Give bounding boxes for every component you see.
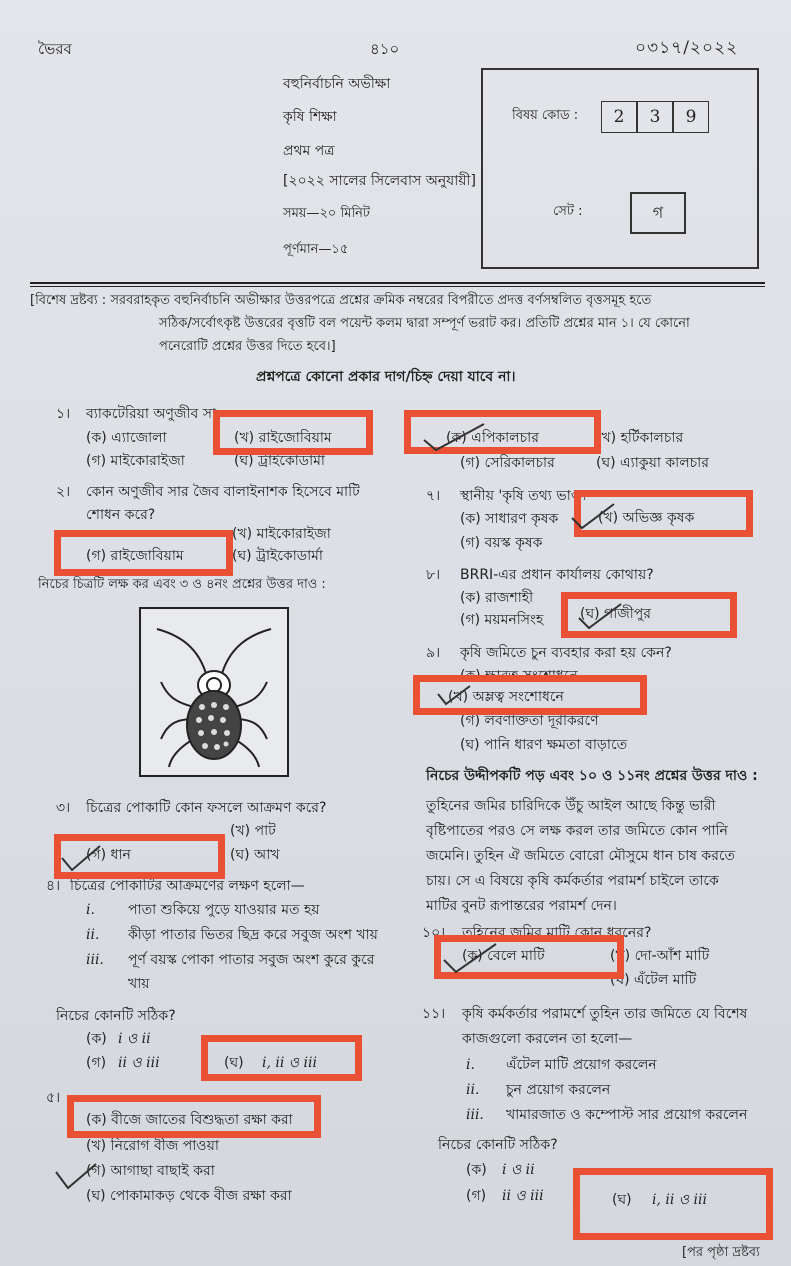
q11-statement-1-numeral: i. bbox=[466, 1057, 475, 1073]
q4-option-a-label: (ক) bbox=[86, 1031, 107, 1047]
q6-option-a: (ক) এপিকালচার bbox=[446, 430, 539, 446]
answer-highlight-q11 bbox=[573, 1168, 773, 1240]
q11-option-d-label: (ঘ) bbox=[612, 1192, 632, 1208]
syllabus-note: [২০২২ সালের সিলেবাস অনুযায়ী] bbox=[283, 173, 477, 189]
stimulus-line: জমেনি। তুহিন ঐ জমিতে বোরো মৌসুমে ধান চাষ করতে bbox=[426, 848, 736, 864]
q4-which-correct: নিচের কোনটি সঠিক? bbox=[56, 1008, 176, 1024]
q4-option-d-label: (ঘ) bbox=[224, 1055, 244, 1071]
q4-statement-3: পূর্ণ বয়স্ক পোকা পাতার সবুজ অংশ কুরে কুরে bbox=[128, 952, 375, 968]
q4-statement-1: পাতা শুকিয়ে পুড়ে যাওয়ার মত হয় bbox=[128, 902, 320, 918]
q11-statement-3: খামারজাত ও কম্পোস্ট সার প্রয়োগ করলেন bbox=[506, 1107, 748, 1123]
stimulus-line: তুহিনের জমির চারিদিকে উঁচু আইল আছে কিন্তু ভারী bbox=[426, 798, 716, 814]
q11-stem-1: কৃষি কর্মকর্তার পরামর্শে তুহিন তার জমিতে যে বিশেষ bbox=[462, 1006, 748, 1022]
figure-instruction: নিচের চিত্রটি লক্ষ কর এবং ৩ ও ৪নং প্রশ্নের উত্তর দাও : bbox=[38, 577, 326, 592]
q2-option-b: (খ) মাইকোরাইজা bbox=[232, 526, 331, 542]
q8-option-c: (গ) ময়মনসিংহ bbox=[460, 612, 544, 628]
q7-option-b: (খ) অভিজ্ঞ কৃষক bbox=[598, 510, 695, 526]
q8-option-a: (ক) রাজশাহী bbox=[460, 590, 534, 606]
q1-stem: ব্যাকটেরিয়া অণুজীব সা bbox=[86, 406, 217, 422]
q1-number: ১। bbox=[56, 406, 71, 422]
check-mark-icon bbox=[575, 600, 625, 632]
subject-name: কৃষি শিক্ষা bbox=[283, 109, 337, 125]
q9-option-c: (গ) লবণাক্ততা দূরীকরণে bbox=[460, 713, 599, 729]
check-mark-icon bbox=[434, 680, 474, 708]
q10-option-b: (খ) দো-আঁশ মাটি bbox=[610, 948, 710, 964]
q10-number: ১০। bbox=[422, 925, 446, 941]
q2-stem-1: কোন অণুজীব সার জৈব বালাইনাশক হিসেবে মাটি bbox=[86, 484, 360, 500]
q11-option-c-label: (গ) bbox=[466, 1188, 487, 1204]
exam-date: ০৩১৭/২০২২ bbox=[635, 38, 739, 58]
q7-stem: স্থানীয় 'কৃষি তথ্য ভাণ্ডা bbox=[460, 488, 587, 504]
header-divider-thin bbox=[30, 286, 765, 287]
q11-statement-3-numeral: iii. bbox=[466, 1107, 484, 1123]
q7-option-a: (ক) সাধারণ কৃষক bbox=[460, 511, 559, 527]
q2-option-c: (গ) রাইজোবিয়াম bbox=[86, 548, 184, 564]
answer-highlight-q5 bbox=[67, 1095, 321, 1138]
q10-stem: তুহিনের জমির মাটি কোন ধরনের? bbox=[462, 925, 652, 941]
set-value: গ bbox=[630, 192, 686, 234]
q4-statement-3-numeral: iii. bbox=[86, 952, 104, 968]
q1-option-a: (ক) এ্যাজোলা bbox=[86, 430, 167, 446]
q3-stem: চিত্রের পোকাটি কোন ফসলে আক্রমণ করে? bbox=[86, 800, 327, 816]
q4-statement-2-numeral: ii. bbox=[86, 927, 100, 943]
check-mark-icon bbox=[568, 500, 618, 532]
answer-highlight-q1 bbox=[213, 410, 373, 455]
q3-option-d: (ঘ) আখ bbox=[230, 847, 280, 863]
q5-option-d: (ঘ) পোকামাকড় থেকে বীজ রক্ষা করা bbox=[86, 1188, 292, 1204]
instruction-line-1: [বিশেষ দ্রষ্টব্য : সরবরাহকৃত বহুনির্বাচনি অভীক্ষার উত্তরপত্রে প্রশ্নের ক্রমিক নম্বরের বিপরীতে প্রদত্ত বর্ণসম্বলিত বৃত্তসমূহ হতে bbox=[30, 293, 652, 308]
q5-option-a: (ক) বীজে জাতের বিশুদ্ধতা রক্ষা করা bbox=[86, 1112, 293, 1128]
instruction-line-3: পনেরোটি প্রশ্নের উত্তর দিতে হবে।] bbox=[159, 339, 336, 354]
check-mark-icon bbox=[440, 940, 500, 976]
stimulus-line: মাটির বুনট রূপান্তরের পরামর্শ দেন। bbox=[426, 898, 617, 914]
q11-stem-2: কাজগুলো করলেন তা হলো— bbox=[462, 1031, 633, 1047]
header-divider bbox=[30, 282, 765, 284]
subject-code-box bbox=[481, 68, 759, 269]
q11-statement-1: এঁটেল মাটি প্রয়োগ করলেন bbox=[506, 1057, 657, 1073]
q4-number: ৪। bbox=[46, 878, 61, 894]
q3-option-c: (গ) ধান bbox=[86, 847, 131, 863]
q9-option-a: (ক) ক্ষারত্ব সংশোধনে bbox=[460, 668, 578, 684]
q10-option-d: (ঘ) এঁটেল মাটি bbox=[610, 972, 697, 988]
q4-statement-2: কীড়া পাতার ভিতর ছিদ্র করে সবুজ অংশ খায় bbox=[128, 927, 378, 943]
q4-option-a: i ও ii bbox=[118, 1031, 151, 1047]
set-label: সেট : bbox=[553, 204, 583, 219]
board-name: ভৈরব bbox=[38, 40, 72, 58]
q11-option-c: ii ও iii bbox=[502, 1188, 544, 1204]
center-code: ৪১০ bbox=[370, 40, 400, 58]
q9-stem: কৃষি জমিতে চুন ব্যবহার করা হয় কেন? bbox=[460, 645, 672, 661]
exam-time: সময়—২০ মিনিট bbox=[283, 206, 371, 221]
q6-option-b: (খ) হর্টিকালচার bbox=[596, 430, 684, 446]
q2-stem-2: শোধন করে? bbox=[86, 507, 156, 523]
q3-option-b: (খ) পাট bbox=[230, 823, 276, 839]
q2-option-d: (ঘ) ট্রাইকোডার্মা bbox=[232, 548, 323, 564]
q8-option-d: (ঘ) গাজীপুর bbox=[580, 606, 651, 622]
q5-option-b: (খ) নিরোগ বীজ পাওয়া bbox=[86, 1138, 219, 1154]
q11-option-a: i ও ii bbox=[502, 1162, 535, 1178]
q7-option-c: (গ) বয়স্ক কৃষক bbox=[460, 535, 543, 551]
q1-option-c: (গ) মাইকোরাইজা bbox=[86, 453, 185, 469]
q9-option-d: (ঘ) পানি ধারণ ক্ষমতা বাড়াতে bbox=[460, 737, 628, 753]
check-mark-icon bbox=[58, 840, 104, 874]
stimulus-line: বৃষ্টিপাতের পরও সে লক্ষ করল তার জমিতে কোন পানি bbox=[426, 823, 728, 839]
subject-code-digit: 9 bbox=[673, 101, 709, 133]
q11-option-d: i, ii ও iii bbox=[652, 1192, 707, 1208]
q11-statement-2-numeral: ii. bbox=[466, 1082, 480, 1098]
warning-line: প্রশ্নপত্রে কোনো প্রকার দাগ/চিহ্ন দেয়া যাবে না। bbox=[256, 369, 516, 385]
next-page-note: [পর পৃষ্ঠা দ্রষ্টব্য bbox=[682, 1245, 760, 1260]
q1-option-d: (ঘ) ট্রাইকোডার্মা bbox=[234, 453, 325, 469]
full-marks: পূর্ণমান—১৫ bbox=[283, 242, 349, 257]
q11-which-correct: নিচের কোনটি সঠিক? bbox=[438, 1137, 558, 1153]
q6-option-d: (ঘ) এ্যাকুয়া কালচার bbox=[596, 455, 709, 471]
q4-option-c: ii ও iii bbox=[118, 1055, 160, 1071]
q9-number: ৯। bbox=[426, 645, 441, 661]
q11-option-a-label: (ক) bbox=[466, 1162, 487, 1178]
q9-option-b: (খ) অম্লত্ব সংশোধনে bbox=[448, 689, 564, 705]
q10-option-a: (ক) বেলে মাটি bbox=[462, 948, 545, 964]
answer-highlight-q4 bbox=[201, 1035, 362, 1081]
check-mark-icon bbox=[420, 420, 490, 456]
q7-number: ৭। bbox=[426, 488, 441, 504]
subject-code-label: বিষয় কোড : bbox=[512, 108, 579, 123]
q8-number: ৮। bbox=[426, 567, 441, 583]
q5-option-c: (গ) আগাছা বাছাই করা bbox=[86, 1163, 215, 1179]
q4-option-c-label: (গ) bbox=[86, 1055, 107, 1071]
stimulus-instruction: নিচের উদ্দীপকটি পড় এবং ১০ ও ১১নং প্রশ্নের উত্তর দাও : bbox=[426, 768, 758, 784]
q6-option-c: (গ) সেরিকালচার bbox=[460, 455, 555, 471]
subject-code-digit: 2 bbox=[601, 101, 637, 133]
q4-statement-1-numeral: i. bbox=[86, 902, 95, 918]
check-mark-icon bbox=[52, 1158, 100, 1192]
subject-code-digit: 3 bbox=[637, 101, 673, 133]
q4-option-d: i, ii ও iii bbox=[262, 1055, 317, 1071]
q8-stem: BRRI-এর প্রধান কার্যালয় কোথায়? bbox=[460, 567, 654, 583]
q4-statement-3-cont: খায় bbox=[128, 976, 150, 992]
q11-statement-2: চুন প্রয়োগ করলেন bbox=[506, 1082, 611, 1098]
answer-highlight-q2 bbox=[54, 530, 233, 576]
q11-number: ১১। bbox=[422, 1006, 446, 1022]
exam-type: বহুনির্বাচনি অভীক্ষা bbox=[283, 76, 391, 92]
instruction-line-2: সঠিক/সর্বোৎকৃষ্ট উত্তরের বৃত্তটি বল পয়েন্ট কলম দ্বারা সম্পূর্ণ ভরাট কর। প্রতিটি প্রশ্নের মান ১। যে কোনো bbox=[159, 316, 690, 331]
insect-figure bbox=[139, 607, 289, 777]
stimulus-line: চায়। সে এ বিষয়ে কৃষি কর্মকর্তার পরামর্শ চাইলে তাকে bbox=[426, 873, 719, 889]
q3-number: ৩। bbox=[56, 800, 71, 816]
q5-number: ৫। bbox=[46, 1090, 61, 1106]
q2-number: ২। bbox=[56, 484, 71, 500]
paper-name: প্রথম পত্র bbox=[283, 143, 335, 159]
q4-stem: চিত্রের পোকাটির আক্রমণের লক্ষণ হলো— bbox=[70, 878, 305, 894]
q1-option-b: (খ) রাইজোবিয়াম bbox=[234, 430, 332, 446]
